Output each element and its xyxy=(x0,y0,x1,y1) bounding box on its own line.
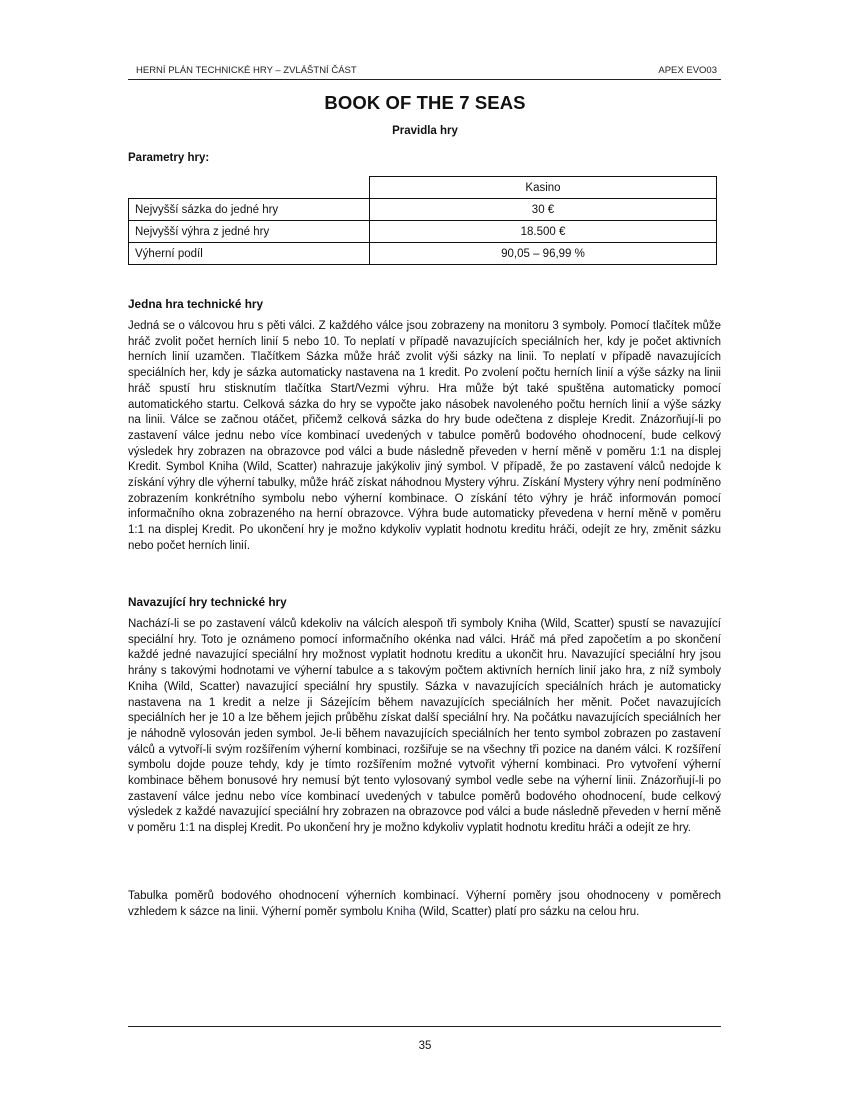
section-heading: Jedna hra technické hry xyxy=(128,297,264,311)
body-text: (Wild, Scatter) platí pro sázku na celou hru. xyxy=(415,905,640,918)
page-title: BOOK OF THE 7 SEAS xyxy=(324,92,526,113)
row-value: 90,05 – 96,99 % xyxy=(370,243,717,265)
page-number: 35 xyxy=(418,1040,432,1052)
header-device-code: APEX EVO03 xyxy=(658,65,717,76)
row-label: Nejvyšší sázka do jedné hry xyxy=(129,199,370,221)
parameters-table xyxy=(128,176,717,265)
parameters-heading: Parametry hry: xyxy=(128,152,210,164)
body-text: Tabulka poměrů bodového ohodnocení výherních kombinací. Výherní poměry jsou ohodnoceny v poměrech vzhledem k sázce na linii. Výherní poměr symbolu xyxy=(128,890,721,918)
book-symbol-term: Kniha xyxy=(386,905,416,918)
column-header-casino: Kasino xyxy=(370,177,717,199)
table-header-row xyxy=(129,177,717,199)
page-subtitle: Pravidla hry xyxy=(392,125,458,137)
row-value: 18.500 € xyxy=(370,221,717,243)
section-body xyxy=(128,889,721,920)
row-value: 30 € xyxy=(370,199,717,221)
table-row xyxy=(129,199,717,221)
table-row xyxy=(129,221,717,243)
footer-divider xyxy=(128,1026,721,1027)
section-body: Nachází-li se po zastavení válců kdekoliv na válcích alespoň tři symboly Kniha (Wild, Scatter) spustí se navazující speciální hry. Toto je oznámeno pomocí informačního okénka nad válci. Hráč má před započetím a po skončení každé jedné navazující speciální hry možnost vyplatit hodnotu kreditu a ukončit hru. Navazující speciální hry jsou hrány s takovými hodnotami ve výherní tabulce a s takovým počtem aktivních herních linií jako hra, z níž symboly Kniha (Wild, Scatter) navazující speciální hry spustily. Sázka v navazujících speciálních hrách je automaticky nastavena na 1 kredit a nelze ji Sázejícím během navazujících speciálních her měnit. Počet navazujících speciálních her je 10 a lze během jejich průběhu získat další speciální hry. Na počátku navazujících speciálních her je náhodně vylosován jeden symbol. Je-li během navazujících speciálních her tento symbol zobrazen po zastavení válců a vytvoří-li svým rozšířením výherní kombinaci, rozšiřuje se na všechny tři pozice na daném válci. K rozšíření symbolu dojde pouze tehdy, kdy je tímto rozšířením možné vytvořit výherní kombinaci. Pro vytvoření výherní kombinace během bonusové hry nemusí být tento vylosovaný symbol vedle sebe na výherní linii. Znázorňují-li po zastavení válce jednu nebo více kombinací uvedených v tabulce poměrů bodového ohodnocení, bude celkový výsledek z každé navazující speciální hry zobrazen na obrazovce pod válci a bude následně převeden v herní měně v poměru 1:1 na displej Kredit. Po ukončení hry je možno kdykoliv vyplatit hodnotu kreditu hráči a odejít ze hry. xyxy=(128,618,721,835)
section-paytable-intro xyxy=(128,889,721,920)
table-row xyxy=(129,243,717,265)
row-label: Nejvyšší výhra z jedné hry xyxy=(129,221,370,243)
section-follow-up-games xyxy=(128,595,721,837)
section-single-game xyxy=(128,297,721,555)
running-header xyxy=(128,63,721,79)
header-document-title: HERNÍ PLÁN TECHNICKÉ HRY – ZVLÁŠTNÍ ČÁST xyxy=(136,65,357,76)
header-divider xyxy=(128,79,721,80)
section-body: Jedná se o válcovou hru s pěti válci. Z každého válce jsou zobrazeny na monitoru 3 symboly. Pomocí tlačítek může hráč zvolit počet herních linií 5 nebo 10. To neplatí v případě navazujících speciálních her, kdy je počet aktivních herních linií uzamčen. Tlačítkem Sázka může hráč zvolit výši sázky na linii. To neplatí v případě navazujících speciálních her, kdy je sázka automaticky nastavena na 1 kredit. Po zvolení počtu herních linií a výše sázky na linii hráč spustí hru stisknutím tlačítka Start/Vezmi výhru. Hra může být také spuštěna automaticky pomocí automatického startu. Celková sázka do hry se vypočte jako násobek navoleného počtu herních linií a výše sázky na linii. Válce se začnou otáčet, přičemž celková sázka do hry bude odečtena z displeje Kredit. Znázorňují-li po zastavení válce jednu nebo více kombinací uvedených v tabulce poměrů bodového ohodnocení, bude celkový výsledek hry zobrazen na obrazovce pod válci a bude následně převeden v herní měně v poměru 1:1 na displej Kredit. Symbol Kniha (Wild, Scatter) nahrazuje jakýkoliv jiný symbol. V případě, že po zastavení válců nedojde k získání výhry dle výherní tabulky, může hráč získat náhodnou Mystery výhru. Získání Mystery výhry není podmíněno zobrazením konkrétního symbolu nebo výherní kombinace. O získání této výhry je hráč informován pomocí informačního okna zobrazeného na herní obrazovce. Výhra bude automaticky převedena v herní měně v poměru 1:1 na displej Kredit. Po ukončení hry je možno kdykoliv vyplatit hodnotu kreditu hráči, odejít ze hry, změnit sázku nebo počet herních linií. xyxy=(128,320,721,552)
table-corner-cell xyxy=(129,177,370,199)
section-heading: Navazující hry technické hry xyxy=(128,595,287,609)
row-label: Výherní podíl xyxy=(129,243,370,265)
